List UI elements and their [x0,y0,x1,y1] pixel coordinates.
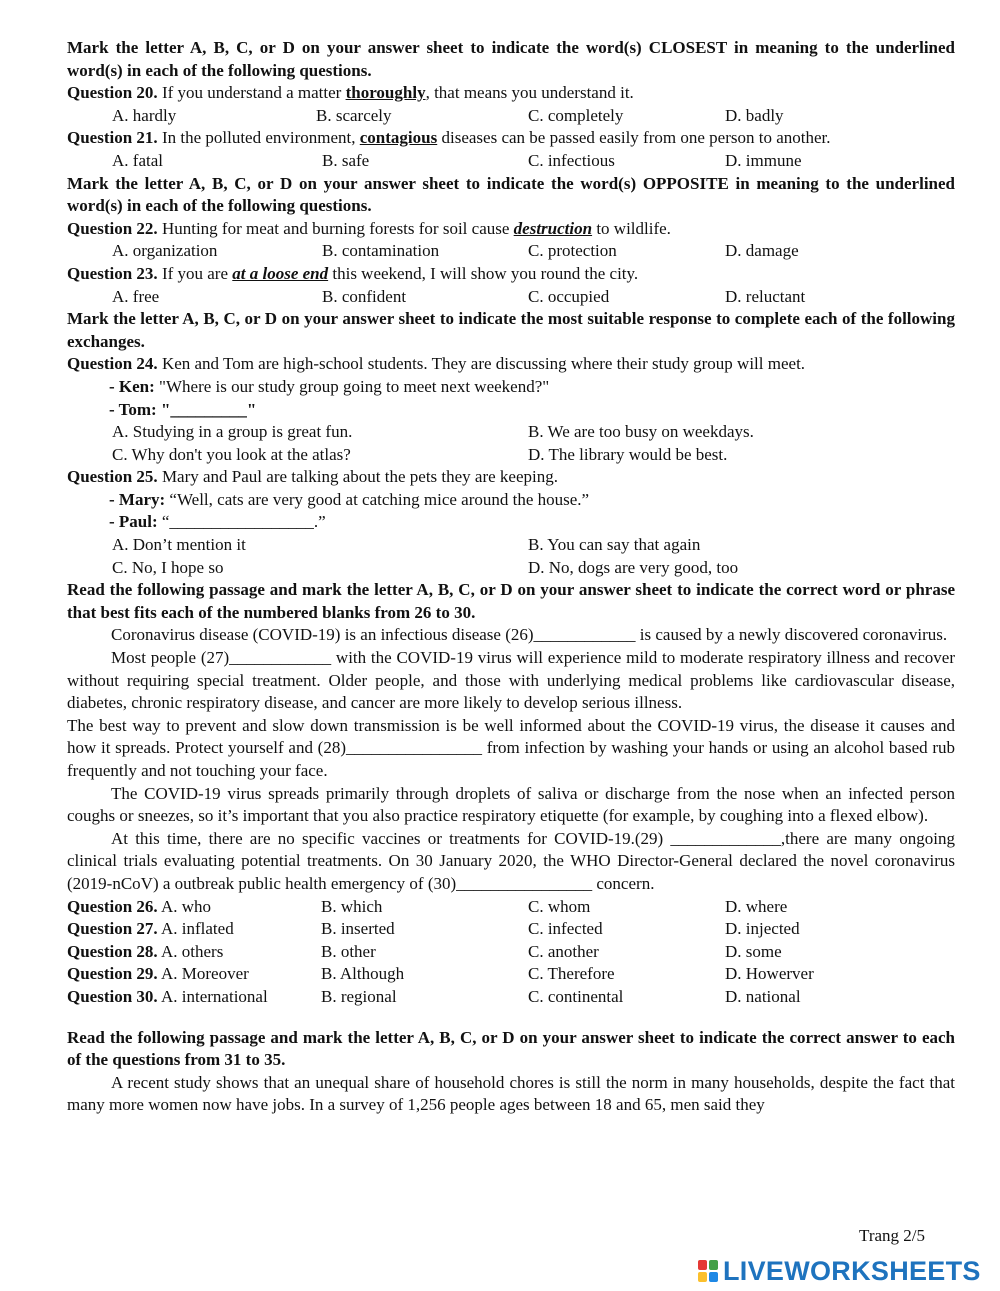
option-a[interactable]: A. Moreover [161,964,249,984]
question-number: Question 28. [67,941,158,961]
option-b[interactable]: B. scarcely [316,105,392,125]
option-b[interactable]: B. confident [322,286,407,306]
option-b[interactable]: B. inserted [321,919,395,939]
question-text: , that means you understand it. [425,83,634,103]
question-text: If you are [157,263,233,283]
option-a[interactable]: A. Studying in a group is great fun. [112,422,353,442]
option-b[interactable]: B. We are too busy on weekdays. [528,422,754,442]
question-number: Question 24. [67,354,158,374]
option-c[interactable]: C. protection [528,241,617,261]
option-c[interactable]: C. completely [528,105,624,125]
question-text: In the polluted environment, [157,128,360,148]
options-25-row1 [67,534,955,557]
option-b[interactable]: B. other [321,941,376,961]
option-a[interactable]: A. free [112,286,160,306]
question-number: Question 25. [67,467,158,487]
underlined-word: thoroughly [345,83,426,103]
underlined-word: at a loose end [232,263,329,283]
option-d[interactable]: D. damage [725,241,799,261]
option-d[interactable]: D. badly [725,105,784,125]
option-d[interactable]: D. where [725,896,788,916]
underlined-word: contagious [359,128,438,148]
options-24-row2 [67,444,955,467]
option-c[interactable]: C. another [528,941,599,961]
question-29-row [67,963,955,986]
question-30-row [67,986,955,1009]
options-22 [67,240,955,263]
dialogue-line-ken [67,376,955,399]
option-a[interactable]: A. hardly [112,105,177,125]
options-21 [67,150,955,173]
question-number: Question 21. [67,128,158,148]
question-number: Question 23. [67,263,158,283]
options-20 [67,105,955,128]
question-number: Question 29. [67,964,158,984]
question-25 [67,466,955,489]
question-number: Question 20. [67,83,158,103]
option-d[interactable]: D. injected [725,919,800,939]
question-text: Ken and Tom are high-school students. They are discussing where their study group will meet. [157,354,806,374]
question-21 [67,127,955,150]
question-23 [67,263,955,286]
options-23 [67,286,955,309]
speaker-text: “_________________.” [157,512,326,532]
underlined-word: destruction [513,218,593,238]
passage-paragraph-1: Coronavirus disease (COVID-19) is an infectious disease (26)____________ is caused by a newly discovered coronavirus. [111,625,948,645]
speaker-name: - Tom: "_________" [109,399,257,419]
page-number: Trang 2/5 [859,1226,925,1245]
option-d[interactable]: D. The library would be best. [528,444,728,464]
question-text: Mary and Paul are talking about the pets they are keeping. [157,467,559,487]
question-24 [67,353,955,376]
option-a[interactable]: A. fatal [112,150,163,170]
section-instruction-response: Mark the letter A, B, C, or D on your answer sheet to indicate the most suitable response to complete each of the following exchanges. [67,309,955,351]
option-d[interactable]: D. reluctant [725,286,806,306]
speaker-text: "Where is our study group going to meet next weekend?" [154,376,550,396]
question-text: this weekend, I will show you round the city. [328,263,639,283]
question-text: If you understand a matter [157,83,346,103]
option-c[interactable]: C. whom [528,896,591,916]
question-22 [67,218,955,241]
question-number: Question 22. [67,218,158,238]
option-d[interactable]: D. national [725,986,801,1006]
brand-name: LIVEWORKSHEETS [723,1255,981,1286]
option-c[interactable]: C. infectious [528,150,615,170]
option-d[interactable]: D. immune [725,150,802,170]
option-a[interactable]: A. Don’t mention it [112,535,246,555]
option-a[interactable]: A. others [161,941,224,961]
liveworksheets-icon [697,1259,719,1283]
section-instruction-closest: Mark the letter A, B, C, or D on your answer sheet to indicate the word(s) CLOSEST in meaning to the underlined word(s) in each of the following questions. [67,38,955,80]
option-d[interactable]: D. Howerver [725,964,814,984]
speaker-name: - Paul: [109,512,158,532]
speaker-name: - Mary: [109,489,166,509]
options-25-row2 [67,557,955,580]
section-instruction-reading: Read the following passage and mark the letter A, B, C, or D on your answer sheet to indicate the correct answer to each of the questions from 31 to 35. [67,1027,955,1070]
option-b[interactable]: B. Although [321,964,405,984]
question-text: Hunting for meat and burning forests for soil cause [157,218,514,238]
speaker-text: “Well, cats are very good at catching mice around the house.” [165,489,590,509]
option-b[interactable]: B. safe [322,150,370,170]
passage-paragraph-5: At this time, there are no specific vaccines or treatments for COVID-19.(29) _____________,there are many ongoing clinical trials evaluating potential treatments. On 30 January 2020, the WHO Director-General declared the novel coronavirus (2019-nCoV) a outbreak public health emergency of (30)________________ concern. [67,828,955,893]
option-c[interactable]: C. continental [528,986,624,1006]
speaker-name: - Ken: [109,376,155,396]
option-d[interactable]: D. some [725,941,782,961]
option-a[interactable]: A. international [161,986,268,1006]
option-d[interactable]: D. No, dogs are very good, too [528,557,739,577]
option-b[interactable]: B. You can say that again [528,535,701,555]
option-a[interactable]: A. who [161,896,212,916]
question-number: Question 30. [67,986,158,1006]
worksheet-page [67,37,955,1117]
section-instruction-opposite: Mark the letter A, B, C, or D on your answer sheet to indicate the word(s) OPPOSITE in meaning to the underlined word(s) in each of the following questions. [67,173,955,216]
passage-paragraph-4: The COVID-19 virus spreads primarily through droplets of saliva or discharge from the nose when an infected person coughs or sneezes, so it’s important that you also practice respiratory etiquette (for example, by coughing into a flexed elbow). [67,783,955,826]
question-28-row [67,941,955,964]
dialogue-line-tom [67,399,955,422]
question-20 [67,82,955,105]
question-number: Question 27. [67,919,158,939]
option-c[interactable]: C. occupied [528,286,610,306]
dialogue-line-paul [67,511,955,534]
passage-paragraph-2: Most people (27)____________ with the COVID-19 virus will experience mild to moderate respiratory illness and recover without requiring special treatment. Older people, and those with underlying medical problems like cardiovascular disease, diabetes, chronic respiratory disease, and cancer are more likely to develop serious illness. [67,648,955,713]
option-c[interactable]: C. No, I hope so [112,557,224,577]
option-c[interactable]: C. infected [528,919,603,939]
option-a[interactable]: A. organization [112,241,218,261]
question-27-row [67,918,955,941]
question-number: Question 26. [67,896,158,916]
option-b[interactable]: B. regional [321,986,397,1006]
section-instruction-cloze: Read the following passage and mark the letter A, B, C, or D on your answer sheet to indicate the correct word or phrase that best fits each of the numbered blanks from 26 to 30. [67,580,955,622]
question-26-row [67,896,955,919]
passage-paragraph-reading: A recent study shows that an unequal share of household chores is still the norm in many households, despite the fact that many more women now have jobs. In a survey of 1,256 people ages between 18 and 65, men said they [67,1072,955,1115]
liveworksheets-logo [697,1254,981,1288]
question-text: to wildlife. [592,218,671,238]
option-b[interactable]: B. which [321,896,383,916]
option-b[interactable]: B. contamination [322,241,440,261]
option-c[interactable]: C. Therefore [528,964,615,984]
option-a[interactable]: A. inflated [161,919,234,939]
options-24-row1 [67,421,955,444]
dialogue-line-mary [67,489,955,512]
passage-paragraph-3: The best way to prevent and slow down transmission is be well informed about the COVID-19 virus, the disease it causes and how it spreads. Protect yourself and (28)________________ from infection by washing your hands or using an alcohol based rub frequently and not touching your face. [67,715,955,780]
option-c[interactable]: C. Why don't you look at the atlas? [112,444,351,464]
question-text: diseases can be passed easily from one person to another. [437,128,831,148]
